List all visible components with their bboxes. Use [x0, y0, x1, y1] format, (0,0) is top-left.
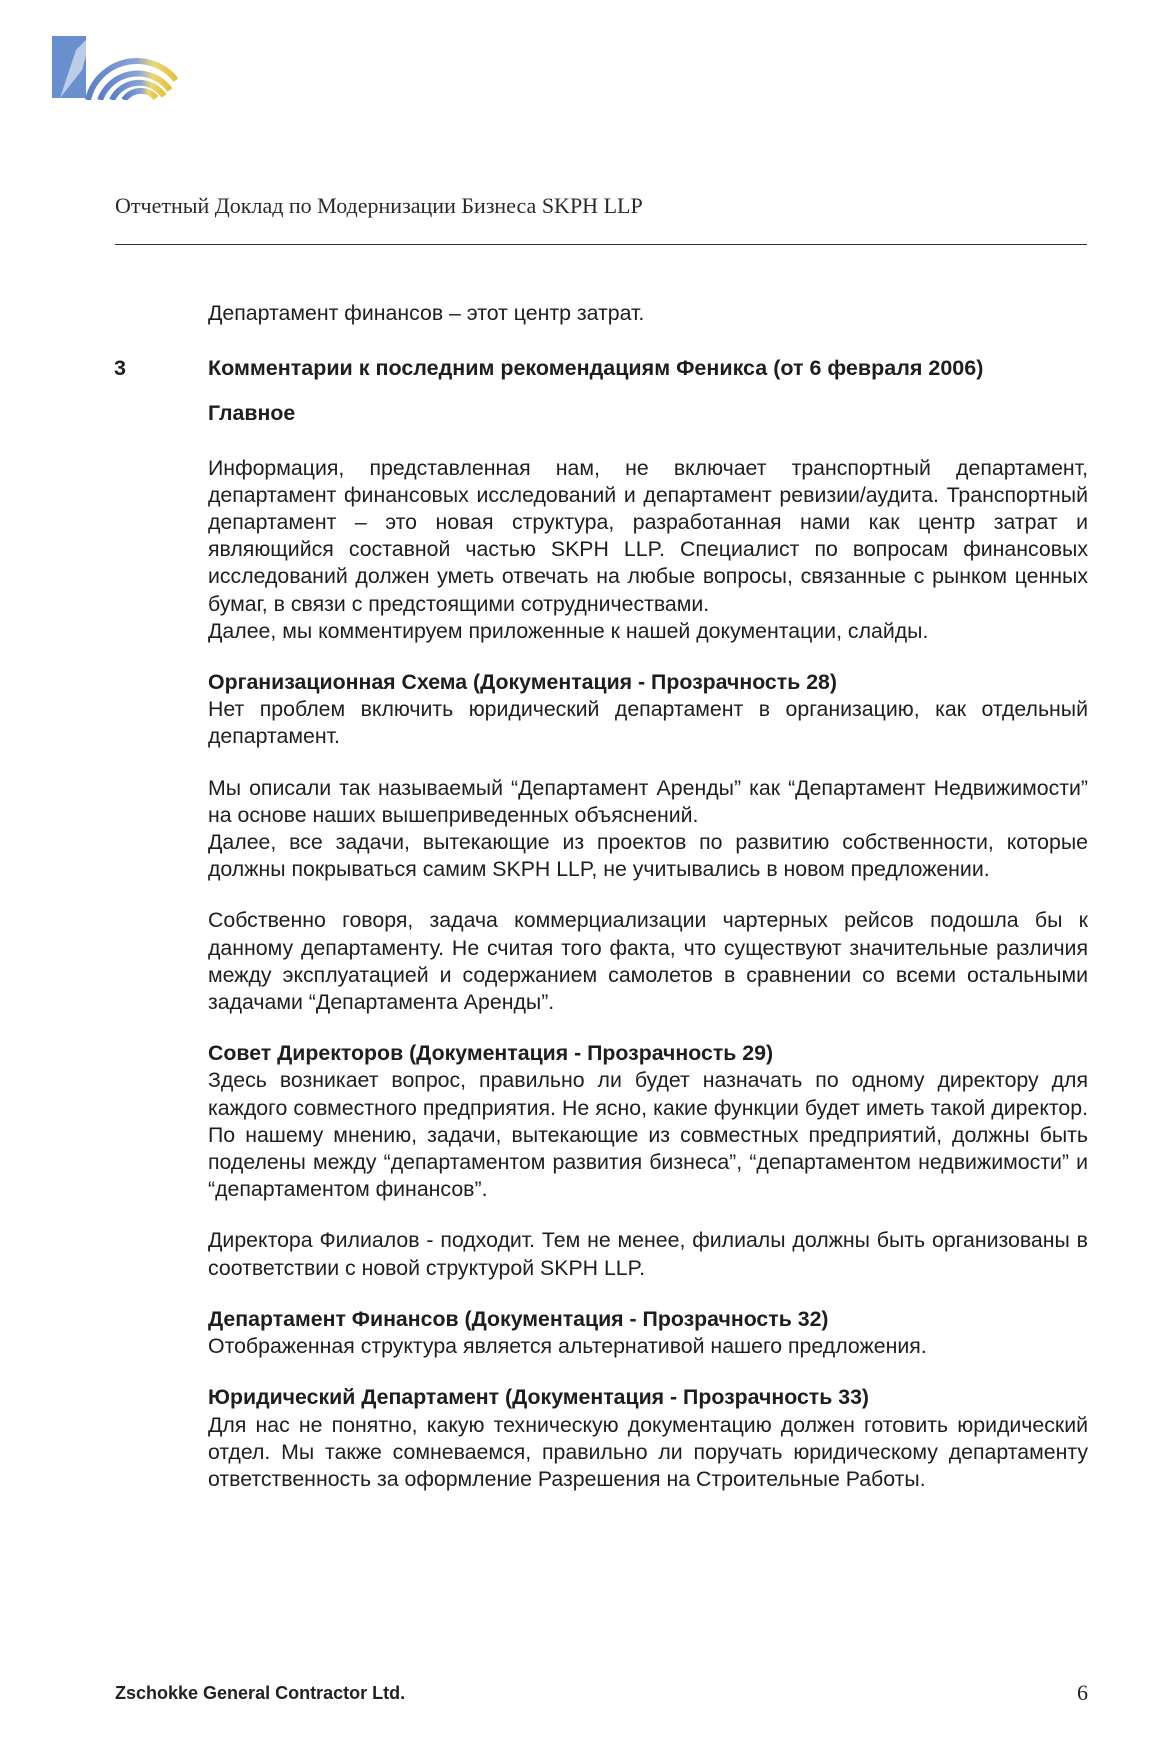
section-number: 3	[114, 356, 126, 381]
main-paragraph-2: Далее, мы комментируем приложенные к нашей документации, слайды.	[208, 618, 929, 643]
topic-paragraph: Директора Филиалов - подходит. Тем не менее, филиалы должны быть организованы в соответствии с новой структурой SKPH LLP.	[208, 1228, 1088, 1280]
section-title: Комментарии к последним рекомендациям Феникса (от 6 февраля 2006)	[208, 356, 984, 381]
topic-paragraph: Для нас не понятно, какую техническую документацию должен готовить юридический отдел. Мы также сомневаемся, правильно ли поручать юридическому департаменту ответственность за оформление Разрешения на Строительные Работы.	[208, 1412, 1088, 1491]
topic-paragraph: Отображенная структура является альтернативой нашего предложения.	[208, 1334, 927, 1359]
topic-heading-legal: Юридический Департамент (Документация - Прозрачность 33)	[208, 1385, 870, 1410]
topic-paragraph: Далее, все задачи, вытекающие из проектов по развитию собственности, которые должны покрываться самим SKPH LLP, не учитывались в новом предложении.	[208, 830, 1088, 882]
footer-company: Zschokke General Contractor Ltd.	[115, 1683, 406, 1703]
topic-paragraph: Здесь возникает вопрос, правильно ли будет назначать по одному директору для каждого совместного предприятия. Не ясно, какие функции будет иметь такой директор. По нашему мнению, задачи, вытекающие из совместных предприятий, должны быть поделены между “департаментом развития бизнеса”, “департаментом недвижимости” и “департаментом финансов”.	[208, 1068, 1088, 1202]
topic-heading-org-chart: Организационная Схема (Документация - Прозрачность 28)	[208, 670, 837, 695]
company-logo-icon	[52, 30, 180, 100]
header-divider	[115, 244, 1087, 245]
document-header-title: Отчетный Доклад по Модернизации Бизнеса SKPH LLP	[115, 193, 643, 218]
document-body	[114, 300, 1088, 1493]
section-heading	[114, 355, 1088, 382]
main-paragraph: Информация, представленная нам, не включает транспортный департамент, департамент финансовых исследований и департамент ревизии/аудита. Транспортный департамент – это новая структура, разработанная нами как центр затрат и являющийся составной частью SKPH LLP. Специалист по вопросам финансовых исследований должен уметь отвечать на любые вопросы, связанные с рынком ценных бумаг, в связи с предстоящими сотрудничествами.	[208, 455, 1088, 616]
section-subtitle: Главное	[208, 401, 296, 426]
intro-line: Департамент финансов – этот центр затрат.	[208, 301, 645, 325]
topic-paragraph: Собственно говоря, задача коммерциализации чартерных рейсов подошла бы к данному департаменту. Не считая того факта, что существуют значительные различия между эксплуатацией и содержанием самолетов в сравнении со всеми остальными задачами “Департамента Аренды”.	[208, 908, 1088, 1015]
topic-heading-board: Совет Директоров (Документация - Прозрачность 29)	[208, 1041, 774, 1066]
page-number: 6	[1077, 1680, 1088, 1705]
topic-heading-finance: Департамент Финансов (Документация - Прозрачность 32)	[208, 1306, 829, 1331]
topic-paragraph: Нет проблем включить юридический департамент в организацию, как отдельный департамент.	[208, 697, 1088, 749]
topic-paragraph: Мы описали так называемый “Департамент Аренды” как “Департамент Недвижимости” на основе наших вышеприведенных объяснений.	[208, 775, 1088, 827]
